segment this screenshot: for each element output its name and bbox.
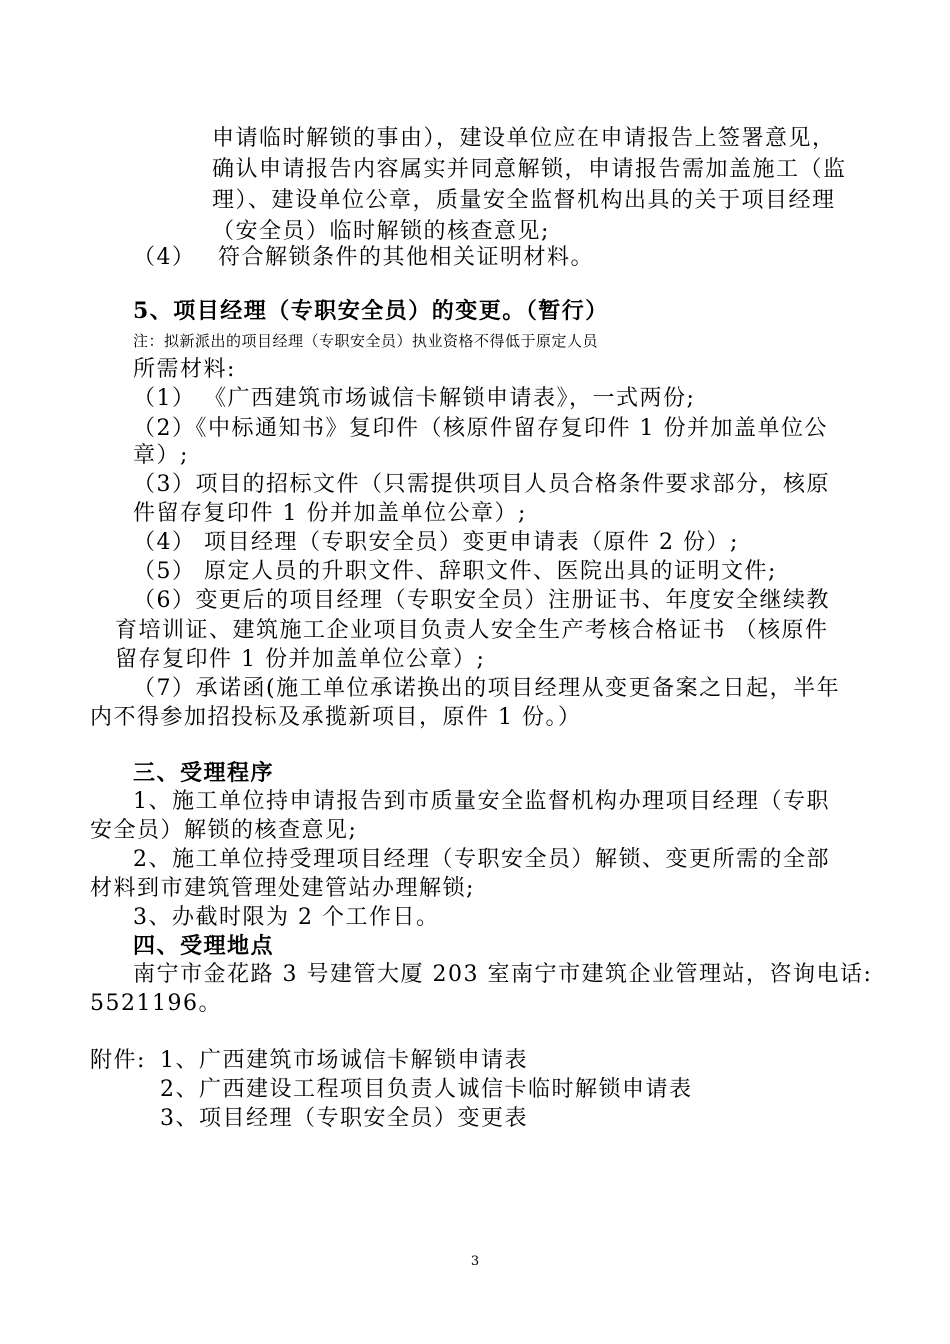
attachments-label: 附件: <box>90 1048 146 1073</box>
page-number: 3 <box>470 1254 480 1269</box>
attachment-item: 2、广西建设工程项目负责人诚信卡临时解锁申请表 <box>160 1077 693 1102</box>
section5-heading: 5、项目经理（专职安全员）的变更。（暂行） <box>133 298 609 324</box>
material-line: （4） 项目经理（专职安全员）变更申请表（原件 2 份）; <box>133 530 739 555</box>
attachment-item: 3、项目经理（专职安全员）变更表 <box>160 1106 528 1131</box>
material-line: （6）变更后的项目经理（专职安全员）注册证书、年度安全继续教 <box>133 588 830 613</box>
material-line: 章）; <box>133 443 189 468</box>
procedure-line: 1、施工单位持申请报告到市质量安全监督机构办理项目经理（专职 <box>133 789 830 814</box>
location-line: 南宁市金花路 3 号建管大厦 203 室南宁市建筑企业管理站，咨询电话: <box>133 962 873 987</box>
continuation-line: 申请临时解锁的事由），建设单位应在申请报告上签署意见， <box>212 126 836 151</box>
procedure-line: 3、办截时限为 2 个工作日。 <box>133 905 440 930</box>
location-line: 5521196。 <box>90 991 222 1016</box>
continuation-line: （安全员）临时解锁的核查意见; <box>212 219 550 244</box>
attachment-item: 1、广西建筑市场诚信卡解锁申请表 <box>160 1048 528 1073</box>
continuation-line: 确认申请报告内容属实并同意解锁，申请报告需加盖施工（监 <box>212 157 847 182</box>
item4-number: （4） <box>133 245 196 270</box>
item4-text: 符合解锁条件的其他相关证明材料。 <box>218 245 595 270</box>
procedure-line: 材料到市建筑管理处建管站办理解锁; <box>90 876 475 901</box>
materials-label: 所需材料: <box>133 357 236 382</box>
section3-heading: 三、受理程序 <box>133 760 275 786</box>
procedure-line: 安全员）解锁的核查意见; <box>90 818 358 843</box>
procedure-line: 2、施工单位持受理项目经理（专职安全员）解锁、变更所需的全部 <box>133 847 830 872</box>
material-line: 育培训证、建筑施工企业项目负责人安全生产考核合格证书 （核原件 <box>115 618 829 643</box>
material-line: 留存复印件 1 份并加盖单位公章）; <box>115 647 486 672</box>
material-line: （7）承诺函(施工单位承诺换出的项目经理从变更备案之日起，半年 <box>133 676 841 701</box>
material-line: （2）《中标通知书》复印件（核原件留存复印件 1 份并加盖单位公 <box>133 416 828 441</box>
section4-heading: 四、受理地点 <box>133 933 275 959</box>
material-line: （5） 原定人员的升职文件、辞职文件、医院出具的证明文件; <box>133 559 777 584</box>
section5-note: 注：拟新派出的项目经理（专职安全员）执业资格不得低于原定人员 <box>133 332 599 350</box>
material-line: 内不得参加招投标及承揽新项目，原件 1 份。） <box>90 705 582 730</box>
material-line: 件留存复印件 1 份并加盖单位公章）; <box>133 501 527 526</box>
material-line: （1） 《广西建筑市场诚信卡解锁申请表》，一式两份; <box>133 386 696 411</box>
continuation-line: 理）、建设单位公章，质量安全监督机构出具的关于项目经理 <box>212 188 836 213</box>
material-line: （3）项目的招标文件（只需提供项目人员合格条件要求部分，核原 <box>133 472 830 497</box>
